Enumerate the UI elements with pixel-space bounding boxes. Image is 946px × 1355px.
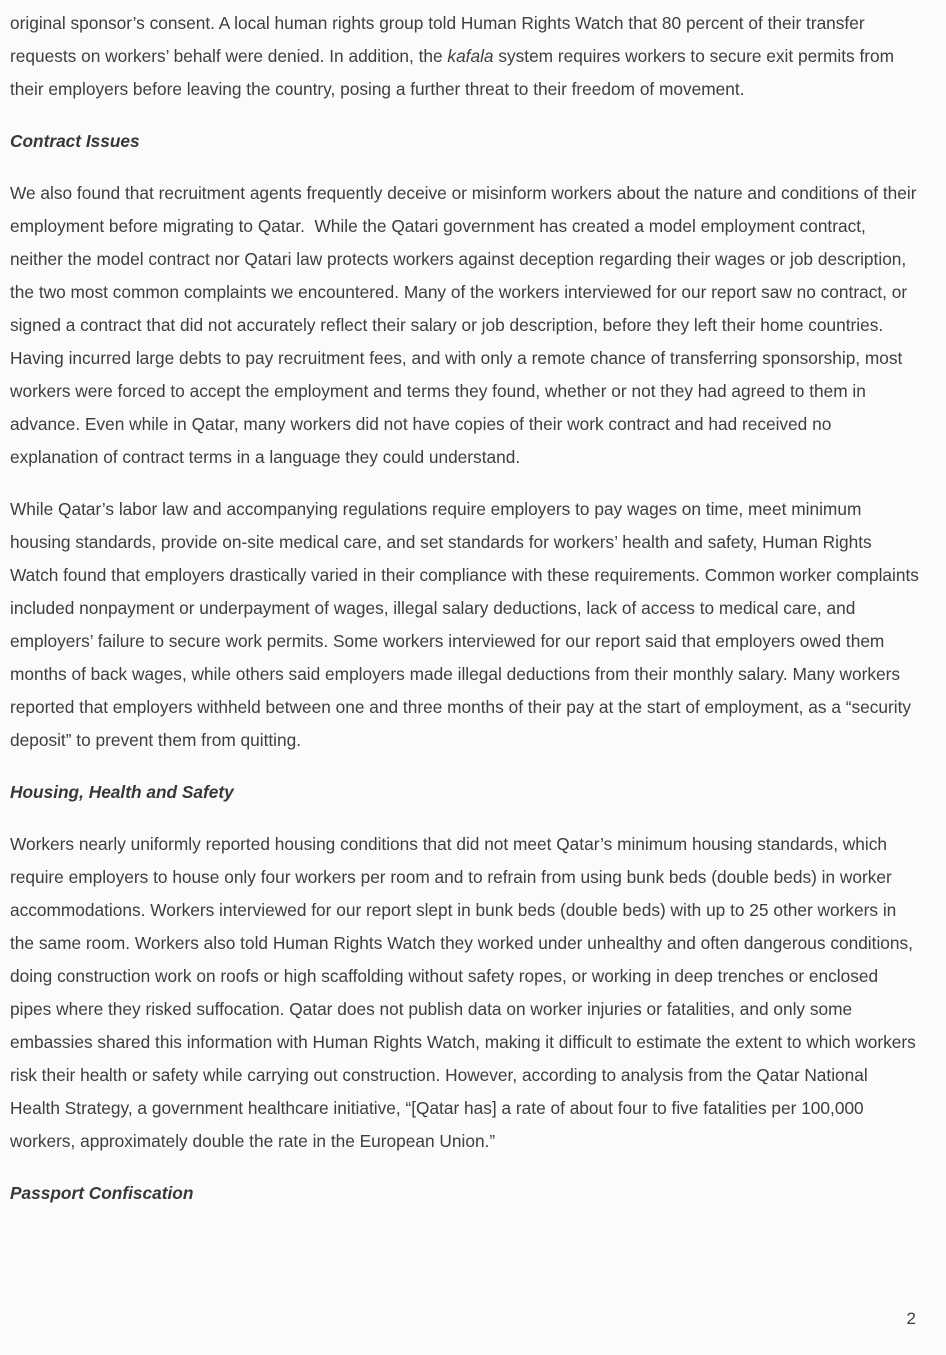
section-heading-passport-confiscation: Passport Confiscation	[10, 1183, 194, 1203]
paragraph-kafala-pre-text: original sponsor’s consent. A local human rights group told Human Rights Watch that 80 percent of their transfer requests on workers’ behalf were denied. In addition, the	[10, 13, 870, 66]
paragraph-housing-conditions: Workers nearly uniformly reported housing conditions that did not meet Qatar’s minimum housing standards, which require employers to house only four workers per room and to refrain from using bunk beds (double beds) in worker accommodations. Workers interviewed for our report slept in bunk beds (double beds) with up to 25 other workers in the same room. Workers also told Human Rights Watch they worked under unhealthy and often dangerous conditions, doing construction work on roofs or high scaffolding without safety ropes, or working in deep trenches or enclosed pipes where they risked suffocation. Qatar does not publish data on worker injuries or fatalities, and only some embassies shared this information with Human Rights Watch, making it difficult to estimate the extent to which workers risk their health or safety while carrying out construction. However, according to analysis from the Qatar National Health Strategy, a government healthcare initiative, “[Qatar has] a rate of about four to five fatalities per 100,000 workers, approximately double the rate in the European Union.”	[10, 834, 921, 1151]
paragraph-kafala-post-text: system requires workers to secure exit permits from their employers before leaving the country, posing a further threat to their freedom of movement.	[10, 46, 899, 99]
paragraph-contract-issues: We also found that recruitment agents frequently deceive or misinform workers about the nature and conditions of their employment before migrating to Qatar. While the Qatari government has created a model employment contract, neither the model contract nor Qatari law protects workers against deception regarding their wages or job description, the two most common complaints we encountered. Many of the workers interviewed for our report saw no contract, or signed a contract that did not accurately reflect their salary or job description, before they left their home countries. Having incurred large debts to pay recruitment fees, and with only a remote chance of transferring sponsorship, most workers were forced to accept the employment and terms they found, whether or not they had agreed to them in advance. Even while in Qatar, many workers did not have copies of their work contract and had received no explanation of contract terms in a language they could understand.	[10, 183, 922, 467]
paragraph-labor-law-compliance: While Qatar’s labor law and accompanying regulations require employers to pay wages on time, meet minimum housing standards, provide on-site medical care, and set standards for workers’ health and safety, Human Rights Watch found that employers drastically varied in their compliance with these requirements. Common worker complaints included nonpayment or underpayment of wages, illegal salary deductions, lack of access to medical care, and employers’ failure to secure work permits. Some workers interviewed for our report said that employers owed them months of back wages, while others said employers made illegal deductions from their monthly salary. Many workers reported that employers withheld between one and three months of their pay at the start of employment, as a “security deposit” to prevent them from quitting.	[10, 499, 924, 750]
paragraph-kafala-system	[10, 7, 920, 106]
section-heading-contract-issues: Contract Issues	[10, 131, 140, 151]
section-heading-housing-health-safety: Housing, Health and Safety	[10, 782, 234, 802]
page-number: 2	[906, 1309, 916, 1328]
kafala-italic-term: kafala	[447, 46, 494, 66]
